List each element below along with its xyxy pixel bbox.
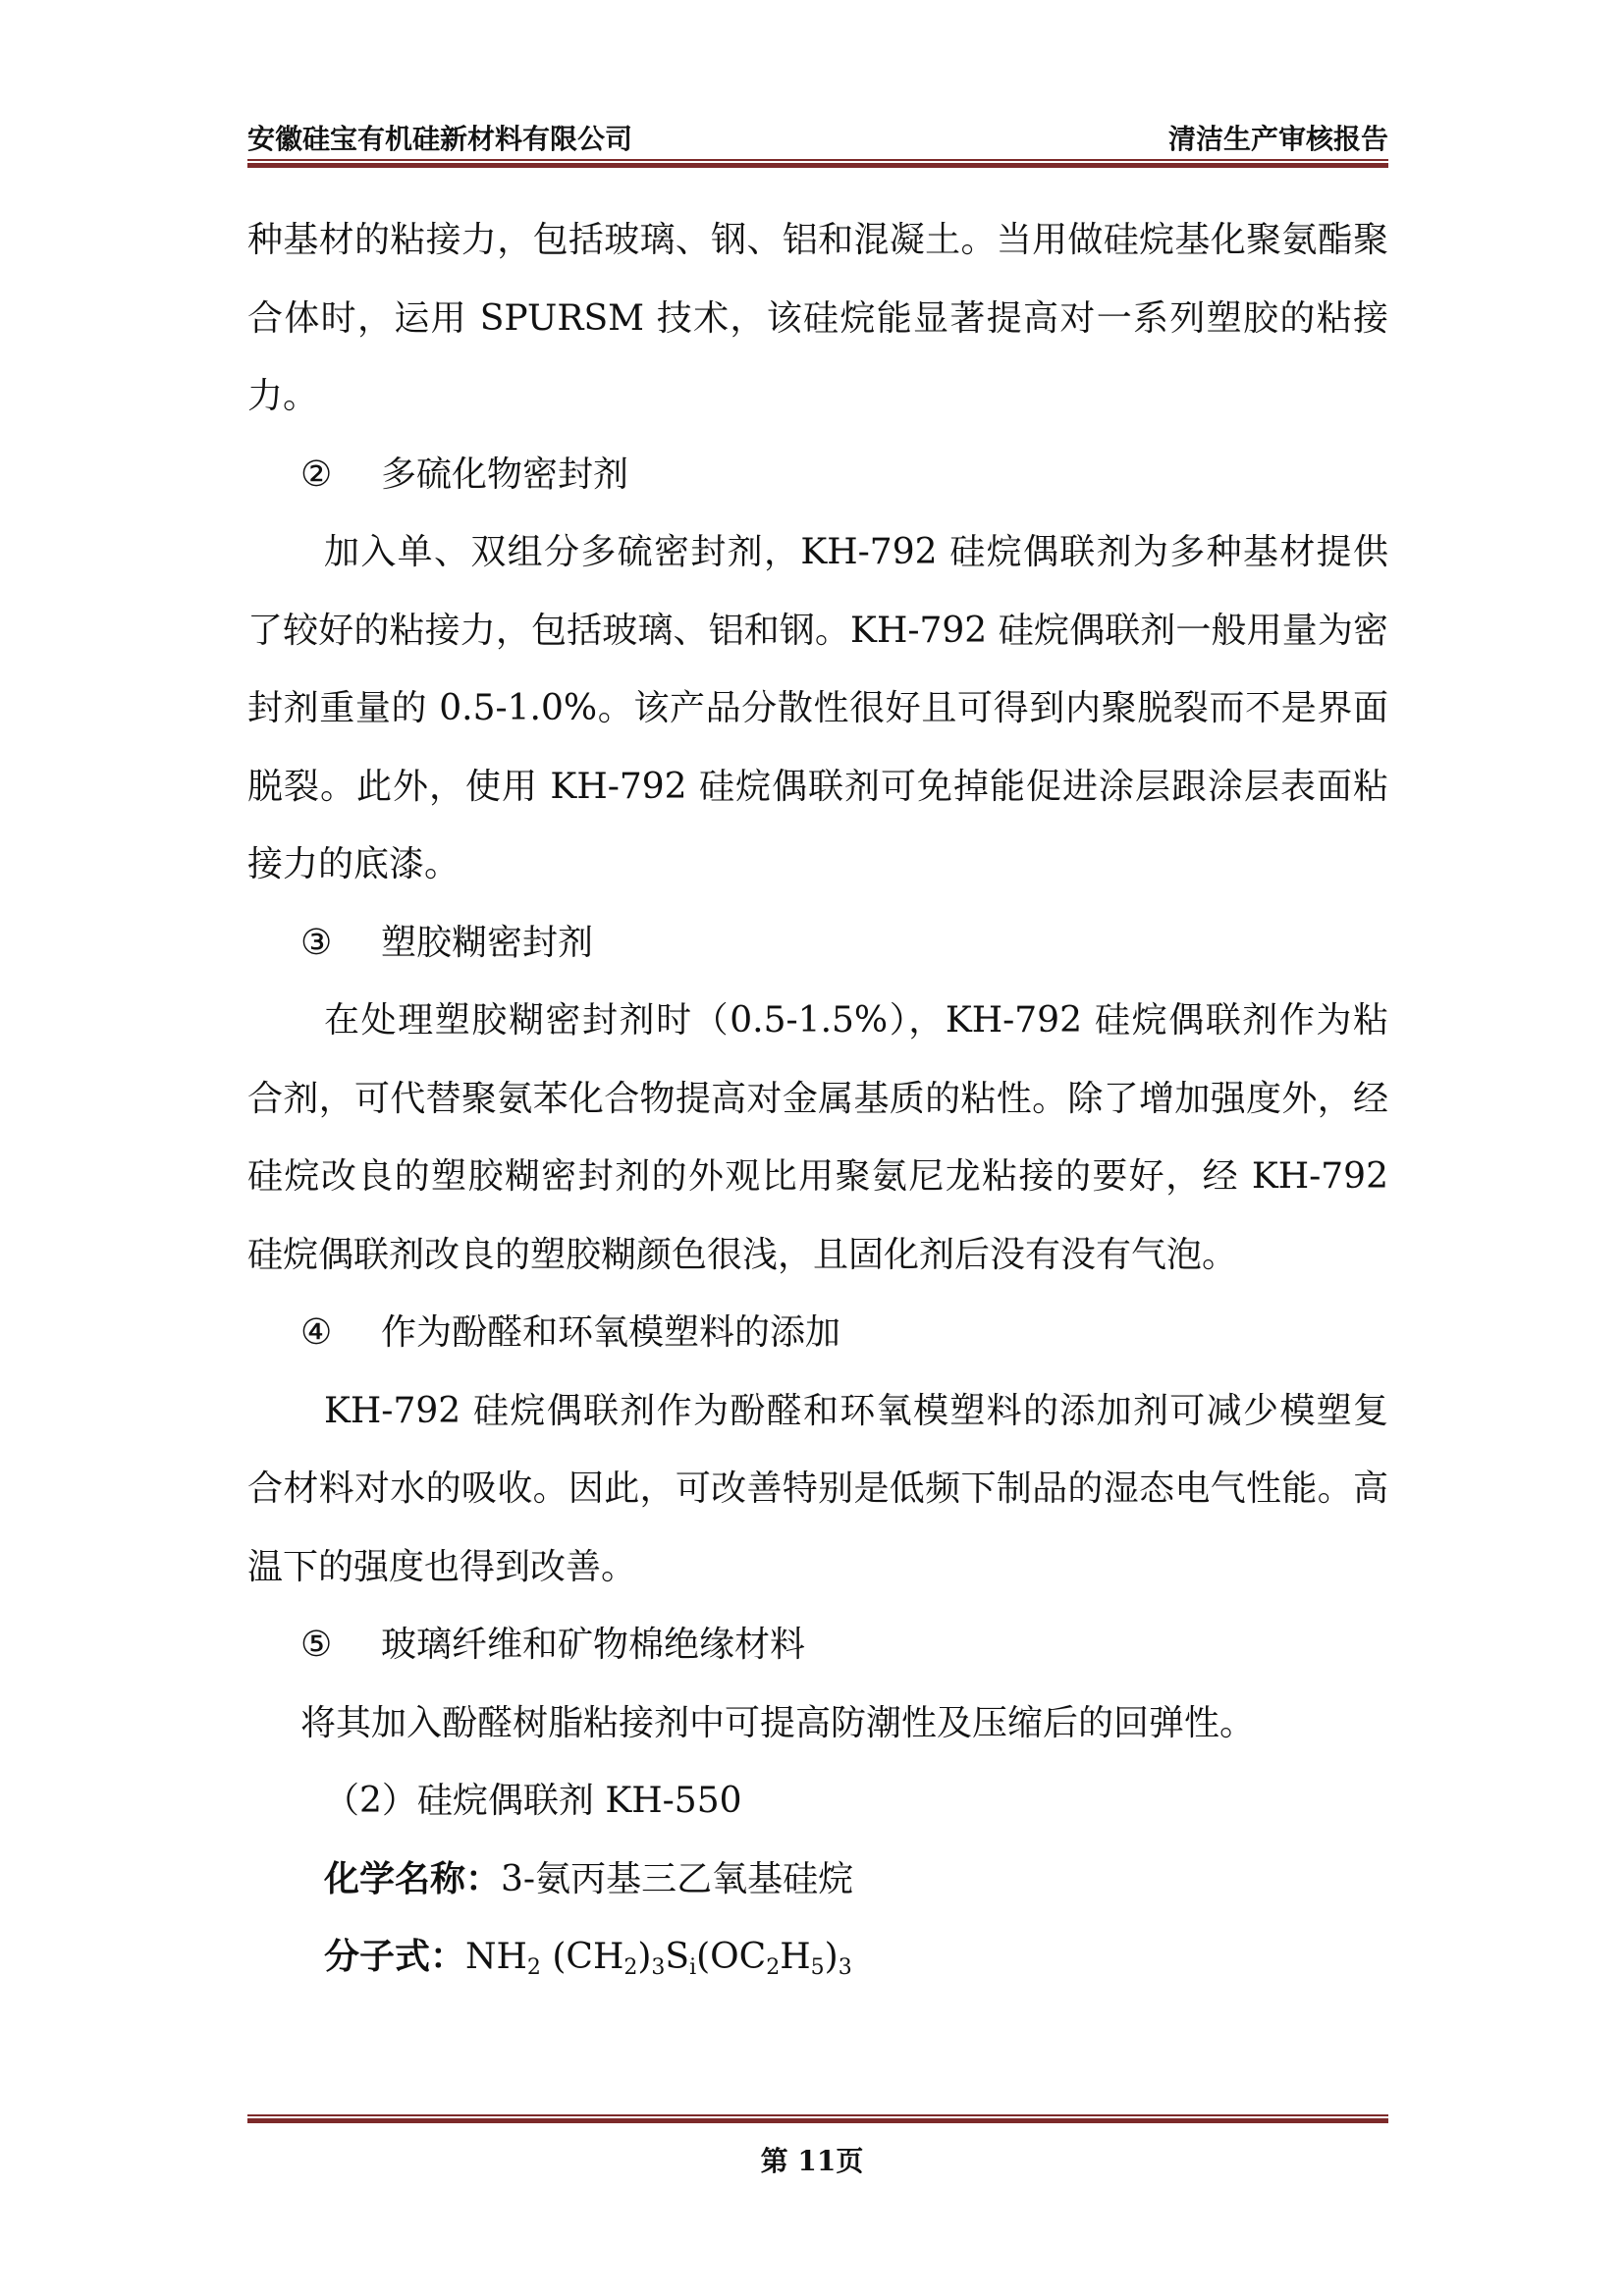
formula-subscript: 2 (526, 1955, 541, 1980)
formula-subscript: 2 (766, 1955, 781, 1980)
paragraph: KH-792 硅烷偶联剂作为酚醛和环氧模塑料的添加剂可减少模塑复合材料对水的吸收。因此，可改善特别是低频下制品的湿态电气性能。高温下的强度也得到改善。 (247, 1390, 1388, 1587)
section-heading: （2）硅烷偶联剂 KH-550 (324, 1781, 742, 1821)
document-body (247, 201, 1388, 1997)
header-rule-thick (247, 163, 1388, 168)
formula-part: NH (465, 1937, 527, 1977)
list-item-2 (247, 436, 1388, 514)
molecular-formula-label: 分子式： (324, 1937, 466, 1977)
list-item-title: 作为酚醛和环氧模塑料的添加 (381, 1312, 841, 1353)
list-number: ③ (300, 922, 333, 963)
chemical-name-value: 3-氨丙基三乙氧基硅烷 (501, 1858, 854, 1899)
formula-part: (CH (540, 1937, 624, 1977)
paragraph: 在处理塑胶糊密封剂时（0.5-1.5%），KH-792 硅烷偶联剂作为粘合剂，可代替聚氨苯化合物提高对金属基质的粘性。除了增加强度外，经硅烷改良的塑胶糊密封剂的外观比用聚氨尼龙粘接的要好，经 KH-792 硅烷偶联剂改良的塑胶糊颜色很浅，且固化剂后没有没有气泡。 (247, 1000, 1388, 1275)
list-item-title: 多硫化物密封剂 (381, 454, 629, 495)
chemical-name-label: 化学名称： (324, 1858, 502, 1899)
header-rule-thin (247, 159, 1388, 161)
formula-part: H (780, 1937, 811, 1977)
formula-subscript: i (689, 1955, 697, 1980)
list-item-title: 塑胶糊密封剂 (381, 922, 594, 963)
formula-subscript: 3 (838, 1955, 852, 1980)
molecular-formula (465, 1937, 852, 1980)
list-number: ④ (300, 1312, 333, 1353)
list-number: ② (300, 454, 333, 495)
list-number: ⑤ (300, 1625, 333, 1665)
list-item-title: 玻璃纤维和矿物棉绝缘材料 (381, 1625, 806, 1665)
paragraph: 加入单、双组分多硫密封剂，KH-792 硅烷偶联剂为多种基材提供了较好的粘接力，包括玻璃、铝和钢。KH-792 硅烷偶联剂一般用量为密封剂重量的 0.5-1.0%。该产品分散性很好且可得到内聚脱裂而不是界面脱裂。此外，使用 KH-792 硅烷偶联剂可免掉能促进涂层跟涂层表面粘接力的底漆。 (247, 532, 1388, 884)
footer-rule-thick (247, 2118, 1388, 2123)
list-item-5 (247, 1606, 1388, 1684)
formula-part: ) (637, 1937, 652, 1977)
page-header (247, 114, 1388, 157)
header-report-title: 清洁生产审核报告 (1167, 123, 1388, 155)
formula-subscript: 2 (623, 1955, 638, 1980)
list-item-4 (247, 1294, 1388, 1372)
header-company: 安徽硅宝有机硅新材料有限公司 (247, 123, 633, 155)
list-item-3 (247, 904, 1388, 983)
formula-subscript: 5 (810, 1955, 825, 1980)
formula-subscript: 3 (651, 1955, 666, 1980)
chemical-name-row (247, 1841, 1388, 1919)
formula-part: S (665, 1937, 690, 1977)
paragraph: 种基材的粘接力，包括玻璃、钢、铝和混凝土。当用做硅烷基化聚氨酯聚合体时，运用 SPURSM 技术，该硅烷能显著提高对一系列塑胶的粘接力。 (247, 220, 1388, 416)
formula-part: ) (824, 1937, 839, 1977)
paragraph: 将其加入酚醛树脂粘接剂中可提高防潮性及压缩后的回弹性。 (300, 1702, 1256, 1743)
molecular-formula-row (247, 1918, 1388, 1997)
formula-part: (OC (696, 1937, 767, 1977)
footer-rule-thin (247, 2114, 1388, 2116)
page-number: 第 11页 (760, 2145, 864, 2177)
